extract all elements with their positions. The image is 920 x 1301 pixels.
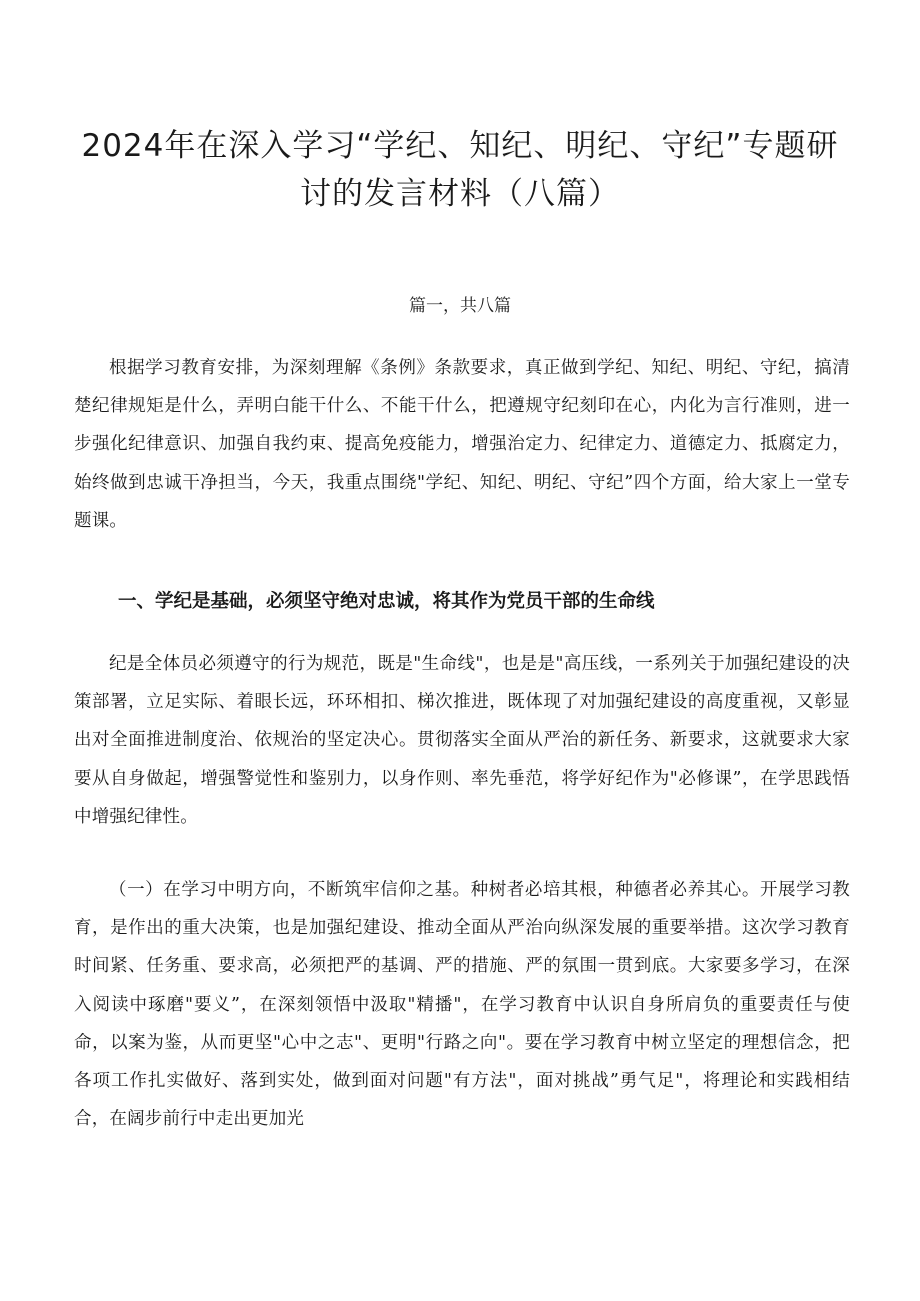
intro-paragraph: 根据学习教育安排，为深刻理解《条例》条款要求，真正做到学纪、知纪、明纪、守纪，搞清楚纪律规矩是什么，弄明白能干什么、不能干什么，把遵规守纪刻印在心，内化为言行准则，进一步强化纪律意识、加强自我约束、提高免疫能力，增强治定力、纪律定力、道德定力、抵腐定力，始终做到忠诚干净担当，今天，我重点围绕"学纪、知纪、明纪、守纪”四个方面，给大家上一堂专题课。 bbox=[74, 358, 850, 531]
document-title: 2024年在深入学习“学纪、知纪、明纪、守纪”专题研讨的发言材料（八篇） bbox=[81, 128, 839, 212]
body-paragraph: 纪是全体员必须遵守的行为规范，既是"生命线"，也是是"高压线，一系列关于加强纪建设的决策部署，立足实际、着眼长远，环环相扣、梯次推进，既体现了对加强纪建设的高度重视，又彰显出对全面推进制度治、依规治的坚定决心。贯彻落实全面从严治的新任务、新要求，这就要求大家要从自身做起，增强警觉性和鉴别力，以身作则、率先垂范，将学好纪作为"必修课”，在学思践悟中增强纪律性。 bbox=[74, 654, 850, 827]
section-heading: 一、学纪是基础，必须坚守绝对忠诚，将其作为党员干部的生命线 bbox=[118, 591, 655, 612]
part-label: 篇一，共八篇 bbox=[409, 296, 511, 316]
subsection-paragraph: （一）在学习中明方向，不断筑牢信仰之基。种树者必培其根，种德者必养其心。开展学习教育，是作出的重大决策，也是加强纪建设、推动全面从严治向纵深发展的重要举措。这次学习教育时间紧、任务重、要求高，必须把严的基调、严的措施、严的氛围一贯到底。大家要多学习，在深入阅读中琢磨"要义”，在深刻领悟中汲取"精播"，在学习教育中认识自身所肩负的重要责任与使命，以案为鉴，从而更坚"心中之志"、更明"行路之向"。要在学习教育中树立坚定的理想信念，把各项工作扎实做好、落到实处，做到面对问题"有方法"，面对挑战”勇气足"，将理论和实践相结合，在阔步前行中走出更加光 bbox=[74, 880, 850, 1130]
